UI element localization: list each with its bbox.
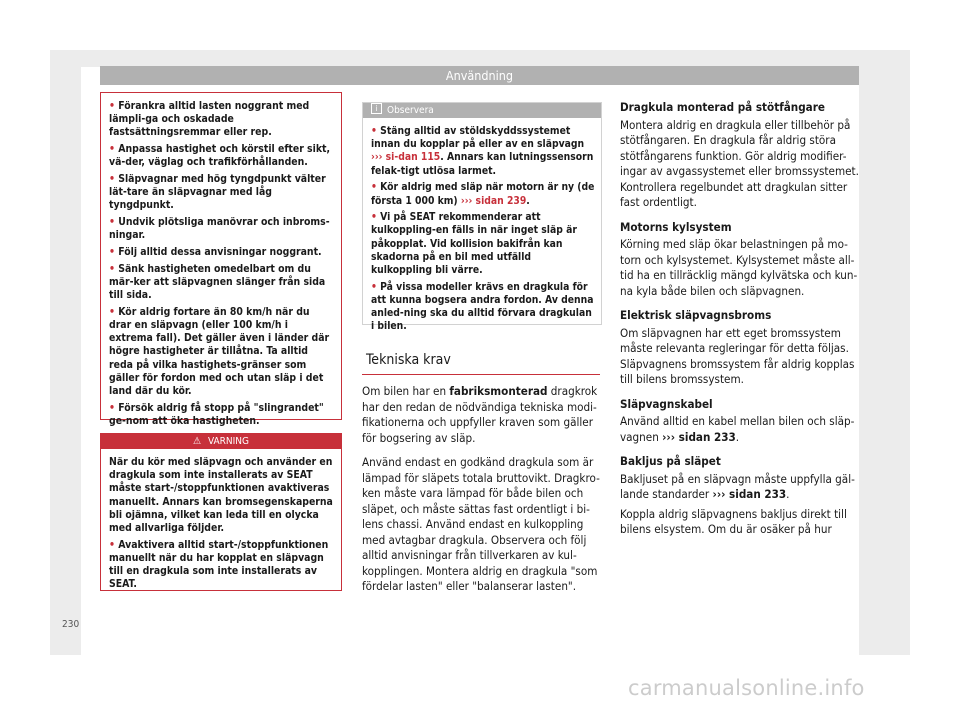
list-item: • Släpvagnar med hög tyngdpunkt välter lät-tare än släpvagnar med låg tyngdpunkt.: [109, 173, 326, 212]
list-item: • Försök aldrig få stopp på "slingrandet" ge-nom att öka hastigheten.: [109, 401, 324, 427]
list-item: • Undvik plötsliga manövrar och inbroms-ningar.: [109, 216, 330, 242]
page-link[interactable]: ››› si-dan 115: [371, 151, 441, 164]
bullet-icon: •: [109, 538, 115, 551]
warning-box: [100, 433, 342, 591]
subheading: Motorns kylsystem: [620, 219, 732, 234]
subheading: Elektrisk släpvagnsbroms: [620, 308, 772, 322]
page-link[interactable]: ››› sidan 233: [662, 429, 736, 444]
warning-header: ⚠ VARNING: [101, 434, 341, 449]
list-item: • Stäng alltid av stöldskyddssystemet innan du kopplar på eller av en släpvagn ››› si-dan 115. Annars kan lutningssensorn felak-tigt utlösa larmet.: [371, 125, 594, 177]
subheading: Dragkula monterad på stötfångare: [620, 100, 825, 114]
list-item: • Vi på SEAT rekommenderar att kulkoppling-en fälls in när inget släp är påkopplat. Vid kollision bakifrån kan skadorna på en bil med utfälld kulkoppling bli värre.: [371, 211, 577, 277]
section-body: [362, 384, 602, 604]
bullet-icon: •: [371, 211, 377, 224]
paragraph: Om bilen har en fabriksmonterad dragkrok har den redan de nödvändiga tekniska modi-fikationerna och uppfyller kraven som gäller för bogsering av släp.: [362, 384, 598, 445]
paragraph: Bakljuset på en släpvagn måste uppfylla gäl-lande standarder ››› sidan 233.: [620, 471, 855, 501]
watermark-text: carmanualsonline.info: [628, 676, 865, 700]
section-title: Tekniska krav: [362, 352, 600, 375]
warning-triangle-icon: ⚠: [193, 436, 202, 447]
list-item: • Kör aldrig med släp när motorn är ny (de första 1 000 km) ››› sidan 239.: [371, 181, 595, 207]
paragraph: Montera aldrig en dragkula eller tillbehör på stötfångaren. En dragkula får aldrig störa stötfångarens funktion. Gör aldrig modifier-ingar av avgassystemet eller bromssystemet. Kontrollera regelbundet att dragkulan sitter fast ordentligt.: [620, 117, 859, 209]
list-item: • Anpassa hastighet och körstil efter sikt, vä-der, väglag och trafikförhållanden.: [109, 143, 331, 169]
list-item: • Förankra alltid lasten noggrant med lämpli-ga och oskadade fastsättningsremmar eller rep.: [109, 100, 310, 139]
bullet-icon: •: [371, 280, 377, 293]
right-column: [620, 100, 860, 547]
subheading: Släpvagnskabel: [620, 396, 713, 411]
paragraph: Använd endast en godkänd dragkula som är lämpad för släpets totala bruttovikt. Dragkro-ken måste vara lämpad för både bilen och släpet, och måste sättas fast ordentligt i bi-lens chassi. Använd endast en kulkoppling med avtagbar dragkula. Observera och följ alltid anvisningar från tillverkaren av kul-kopplingen. Montera aldrig en dragkula "som fördelar lasten" eller "balanserar lasten".: [362, 455, 600, 593]
bullet-icon: •: [109, 401, 115, 414]
subheading: Bakljus på släpet: [620, 454, 721, 468]
bullet-icon: •: [109, 143, 115, 156]
paragraph: Koppla aldrig släpvagnens bakljus direkt till bilens elsystem. Om du är osäker på hur: [620, 506, 847, 536]
bullet-icon: •: [109, 100, 115, 112]
bullet-icon: •: [109, 246, 115, 259]
bullet-icon: •: [109, 173, 115, 186]
bullet-icon: •: [109, 216, 115, 229]
caution-continuation-box: [100, 92, 342, 427]
bullet-icon: •: [109, 262, 115, 275]
caution-bullet-list: [101, 93, 341, 428]
list-item: • Avaktivera alltid start-/stoppfunktionen manuellt när du har kopplat en släpvagn till en dragkula som inte installerats av SEAT.: [109, 538, 329, 591]
paragraph: Använd alltid en kabel mellan bilen och släp-vagnen ››› sidan 233.: [620, 414, 855, 444]
note-box: [362, 102, 602, 333]
page-link[interactable]: ››› sidan 239: [460, 194, 527, 207]
page-link[interactable]: ››› sidan 233: [712, 487, 787, 501]
info-icon: i: [371, 103, 382, 114]
note-bullet-list: [363, 118, 601, 334]
paragraph: Körning med släp ökar belastningen på mo-torn och kylsystemet. Kylsystemet måste all-tid ha en tillräcklig mängd kylvätska och kun-na kyla både bilen och släpvagnen.: [620, 237, 858, 298]
warning-intro: När du kör med släpvagn och använder en dragkula som inte installerats av SEAT måste start-/stoppfunktionen avaktiveras manuellt. Annars kan bromsegenskaperna bli ojämna, vilket kan leda till en olycka med allvarliga följder.: [109, 456, 333, 535]
list-item: • Kör aldrig fortare än 80 km/h när du drar en släpvagn (eller 100 km/h i extrema fall). Det gäller även i länder där högre hastigheter är tillåtna. Ta alltid reda på vilka hastighets-gränser som gäller för fordon med och utan släp i det land där du kör.: [109, 305, 330, 398]
page-number: 230: [62, 619, 80, 630]
list-item: • Följ alltid dessa anvisningar noggrant.: [109, 246, 322, 259]
paragraph: Om släpvagnen har ett eget bromssystem måste relevanta regleringar för detta följas. Släpvagnens bromssystem får aldrig kopplas till bilens bromssystem.: [620, 325, 855, 386]
bullet-icon: •: [371, 125, 377, 137]
page-header: Användning: [100, 66, 859, 85]
bullet-icon: •: [371, 181, 377, 194]
note-header: i Observera: [363, 103, 601, 118]
bullet-icon: •: [109, 305, 115, 318]
list-item: • På vissa modeller krävs en dragkula för att kunna bogsera andra fordon. Av denna anled-ning ska du alltid förvara dragkulan i bilen.: [371, 280, 594, 333]
warning-text: [101, 449, 341, 592]
list-item: • Sänk hastigheten omedelbart om du mär-ker att släpvagnen slänger från sida till sida.: [109, 262, 326, 302]
